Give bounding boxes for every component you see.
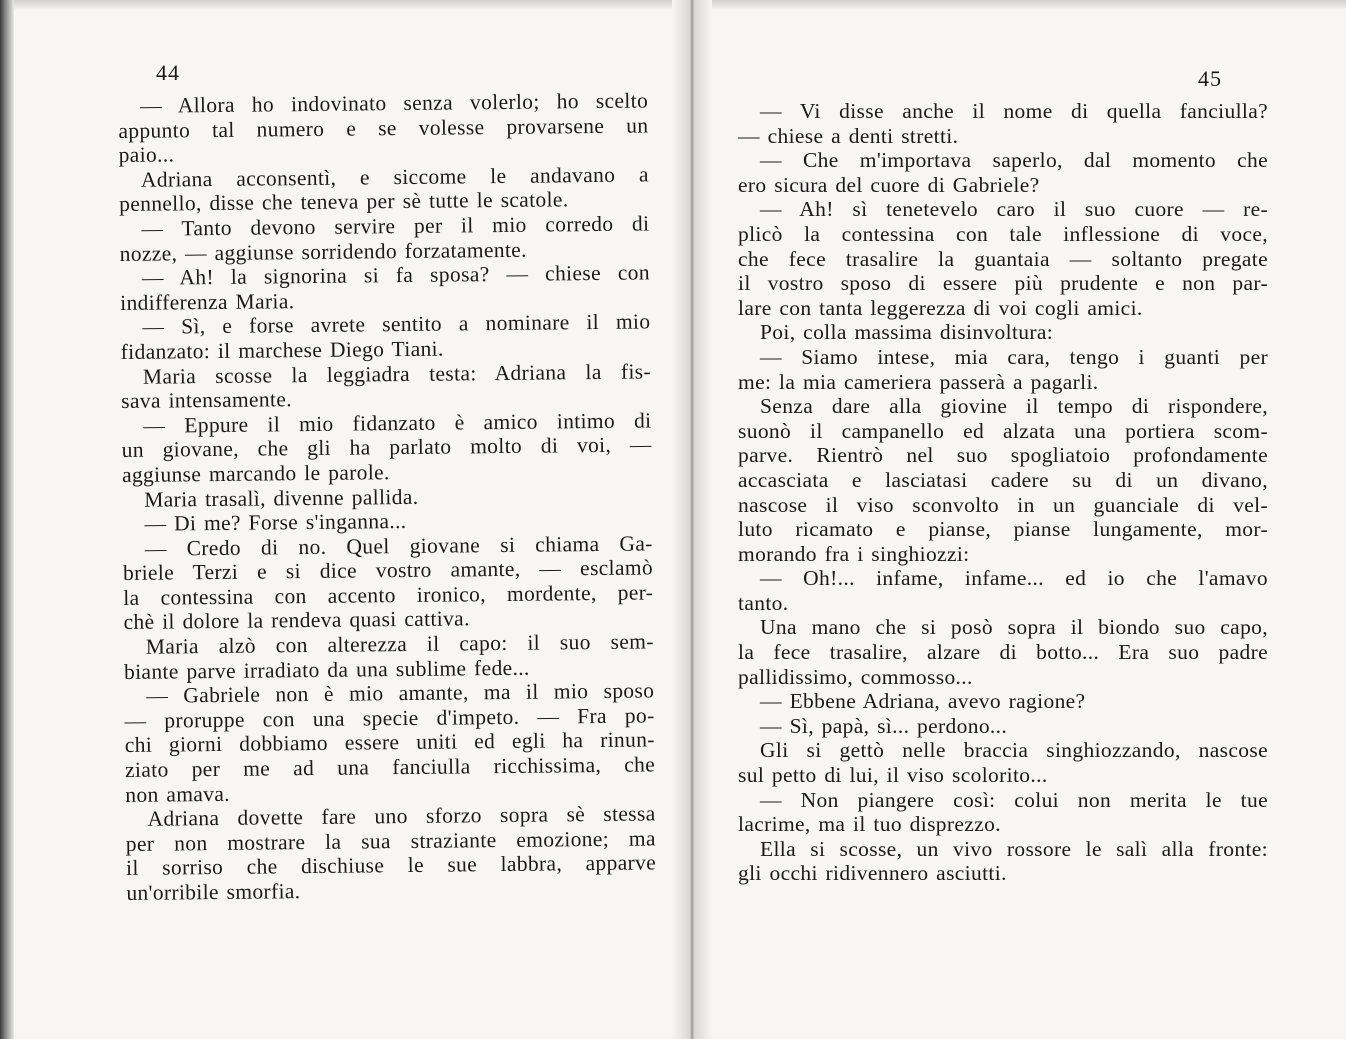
right-page xyxy=(728,0,1268,1039)
text-line: nozze, — aggiunse sorridendo forzatamente. xyxy=(119,237,527,266)
text-line: Una mano che si posò sopra il biondo suo capo, xyxy=(760,615,1268,640)
text-line: Maria trasalì, divenne pallida. xyxy=(144,484,419,512)
text-line: — Oh!... infame, infame... ed io che l'amavo xyxy=(760,566,1268,591)
text-line: pennello, disse che teneva per sè tutte le scatole. xyxy=(119,187,569,217)
text-line: — proruppe con una specie d'impeto. — Fra po- xyxy=(124,703,655,733)
text-line: lare con tanta leggerezza di voi cogli amici. xyxy=(738,295,1143,320)
text-line: me: la mia cameriera passerà a pagarli. xyxy=(738,369,1099,394)
left-edge-shadow xyxy=(0,0,14,1039)
text-line: — Tanto devono servire per il mio corredo di xyxy=(141,211,650,241)
text-line: — Non piangere così: colui non merita le tue xyxy=(760,787,1268,812)
text-line: Ella si scosse, un vivo rossore le salì alla fronte: xyxy=(760,836,1268,861)
text-line: Adriana acconsentì, e siccome le andavano a xyxy=(140,162,649,192)
text-line: biante parve irradiato da una sublime fede... xyxy=(123,655,530,684)
text-line: tanto. xyxy=(738,590,789,615)
text-line: — Siamo intese, mia cara, tengo i guanti per xyxy=(760,344,1268,369)
page-number-right: 45 xyxy=(1198,66,1222,91)
text-line: plicò la contessina con tale inflessione di voce, xyxy=(738,221,1268,246)
text-line: non amava. xyxy=(125,781,231,807)
text-line: — Sì, e forse avrete sentito a nominare il mio xyxy=(142,309,651,340)
text-line: Senza dare alla giovine il tempo di rispondere, xyxy=(760,394,1268,419)
book-gutter xyxy=(672,0,712,1039)
text-line: ziato per me ad una fanciulla ricchissima, che xyxy=(124,752,656,782)
text-line: indifferenza Maria. xyxy=(120,288,295,315)
text-line: gli occhi ridivennero asciutti. xyxy=(738,861,1007,886)
text-line: paio... xyxy=(118,142,175,168)
text-line: la fece trasalire, alzare di botto... Era suo padre xyxy=(738,640,1268,665)
text-line: — Eppure il mio fidanzato è amico intimo di xyxy=(143,408,652,438)
text-line: chi giorni dobbiamo essere uniti ed egli ha rinun- xyxy=(124,727,655,758)
text-line: sul petto di lui, il viso scolorito... xyxy=(738,763,1048,788)
text-line: il vostro sposo di essere più prudente e non par- xyxy=(738,271,1268,296)
left-page-text xyxy=(118,88,656,905)
text-line: il sorriso che dischiuse le sue labbra, apparve xyxy=(125,850,657,881)
text-line: Adriana dovette fare uno sforzo sopra sè stessa xyxy=(147,801,656,831)
text-line: — Sì, papà, sì... perdono... xyxy=(760,713,1008,738)
text-line: per non mostrare la sua straziante emozione; ma xyxy=(125,826,656,856)
text-line: morando fra i singhiozzi: xyxy=(738,541,970,566)
text-line: fidanzato: il marchese Diego Tiani. xyxy=(120,336,444,364)
text-line: accasciata e lasciatasi cadere su di un divano, xyxy=(738,467,1268,492)
page-number-left: 44 xyxy=(156,60,180,85)
text-line: Gli si gettò nelle braccia singhiozzando, nascose xyxy=(760,738,1268,763)
text-line: ero sicura del cuore di Gabriele? xyxy=(738,172,1040,197)
text-line: lacrime, ma il tuo disprezzo. xyxy=(738,812,1001,837)
text-line: — Gabriele non è mio amante, ma il mio sposo xyxy=(146,678,655,708)
text-line: appunto tal numero e se volesse provarsene un xyxy=(118,113,649,143)
text-line: sava intensamente. xyxy=(121,387,293,414)
right-page-text xyxy=(738,99,1268,886)
text-line: — Che m'importava saperlo, dal momento che xyxy=(760,148,1268,173)
text-line: suonò il campanello ed alzata una portiera scom- xyxy=(738,418,1268,443)
text-line: — Ah! la signorina si fa sposa? — chiese con xyxy=(141,260,651,290)
text-line: — Credo di no. Quel giovane si chiama Ga- xyxy=(144,531,653,561)
text-line: briele Terzi e si dice vostro amante, — esclamò xyxy=(122,555,654,586)
left-page xyxy=(118,0,658,1039)
text-line: che fece trasalire la guantaia — soltanto pregate xyxy=(738,246,1268,271)
text-line: Maria alzò con alterezza il capo: il suo sem- xyxy=(145,629,654,659)
text-line: — Allora ho indovinato senza volerlo; ho scelto xyxy=(139,88,649,118)
text-line: chè il dolore la rendeva quasi cattiva. xyxy=(123,606,470,635)
text-line: — Ebbene Adriana, avevo ragione? xyxy=(760,689,1086,714)
text-line: luto ricamato e pianse, pianse lungamente, mor- xyxy=(738,517,1268,542)
text-line: pallidissimo, commosso... xyxy=(738,664,973,689)
text-line: un'orribile smorfia. xyxy=(126,879,301,905)
text-line: aggiunse marcando le parole. xyxy=(121,460,390,487)
text-line: — Ah! sì tenetevelo caro il suo cuore — re- xyxy=(760,197,1268,222)
text-line: Maria scosse la leggiadra testa: Adriana la fis- xyxy=(142,358,652,389)
text-line: — Di me? Forse s'inganna... xyxy=(144,509,407,536)
text-line: — chiese a denti stretti. xyxy=(738,123,959,148)
text-line: la contessina con accento ironico, mordente, per- xyxy=(123,580,654,610)
text-line: un giovane, che gli ha parlato molto di voi, — xyxy=(121,432,652,463)
text-line: Poi, colla massima disinvoltura: xyxy=(760,320,1054,345)
text-line: — Vi disse anche il nome di quella fanciulla? xyxy=(760,99,1268,123)
text-line: parve. Rientrò nel suo spogliatoio profondamente xyxy=(738,443,1268,468)
text-line: nascose il viso sconvolto in un guanciale di vel- xyxy=(738,492,1268,517)
